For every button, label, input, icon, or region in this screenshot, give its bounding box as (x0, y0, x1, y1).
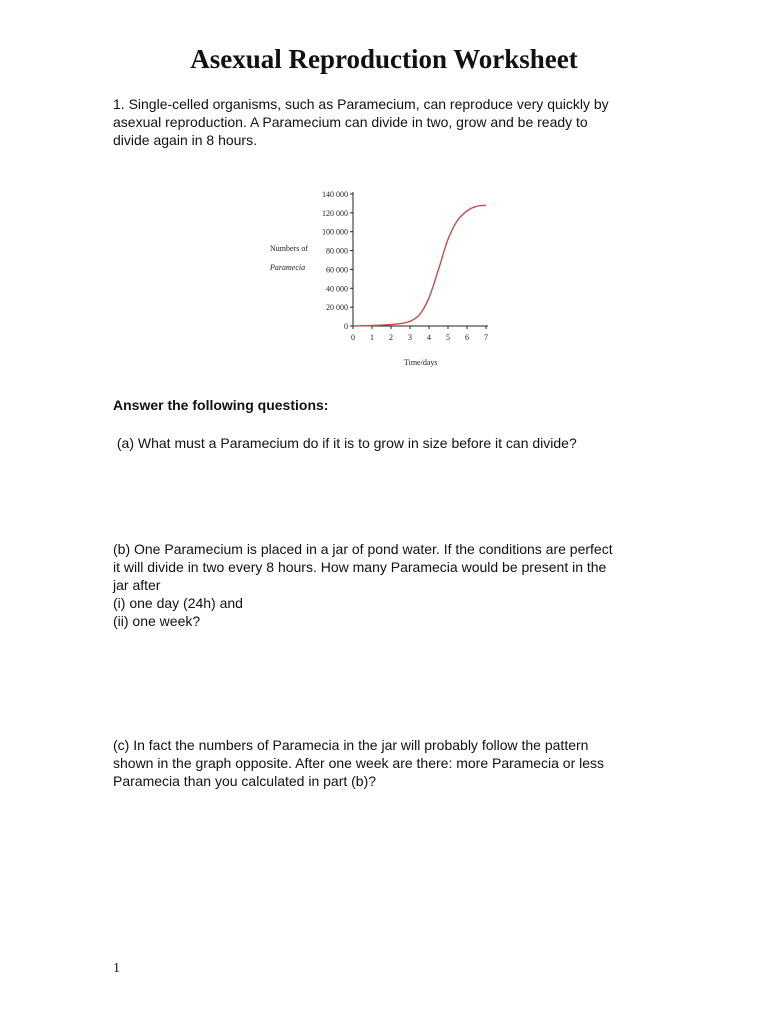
chart-x-tick-label: 3 (408, 333, 412, 342)
chart-y-tick-label: 80 000 (326, 246, 348, 256)
chart-y-tick-label: 20 000 (326, 303, 348, 313)
question-a (113, 434, 658, 452)
chart-x-tick-label: 7 (484, 333, 488, 342)
chart-x-tick-label: 5 (446, 333, 450, 342)
intro-line: divide again in 8 hours. (113, 132, 257, 148)
question-a-line: (a) What must a Paramecium do if it is to grow in size before it can divide? (113, 435, 577, 451)
chart-x-label: Time/days (404, 358, 438, 367)
population-chart-svg (262, 184, 502, 374)
chart-y-tick-label: 0 (344, 322, 348, 331)
chart-y-tick-label: 140 000 (322, 190, 348, 199)
page-title: Asexual Reproduction Worksheet (190, 44, 578, 74)
chart-series-line (353, 205, 486, 326)
chart-x-tick-label: 6 (465, 333, 469, 342)
question-c-line: Paramecia than you calculated in part (b)? (113, 773, 377, 789)
question-c (113, 736, 658, 790)
chart-x-ticks (351, 326, 488, 342)
chart-y-tick-label: 60 000 (326, 265, 348, 275)
chart-x-tick-label: 0 (351, 333, 355, 342)
question-b-line: it will divide in two every 8 hours. How many Paramecia would be present in the (113, 559, 607, 575)
question-c-line: shown in the graph opposite. After one week are there: more Paramecia or less (113, 755, 605, 771)
question-b (113, 540, 658, 630)
chart-y-label-line: Numbers of (270, 244, 308, 253)
intro-line: 1. Single-celled organisms, such as Paramecium, can reproduce very quickly by (113, 96, 609, 112)
intro-paragraph (113, 95, 658, 149)
chart-axes (353, 192, 488, 326)
question-b-line: jar after (113, 577, 161, 593)
intro-line: asexual reproduction. A Paramecium can divide in two, grow and be ready to (113, 114, 588, 130)
question-b-line: (i) one day (24h) and (113, 595, 243, 611)
chart-y-tick-label: 120 000 (322, 208, 348, 218)
question-b-line: (b) One Paramecium is placed in a jar of pond water. If the conditions are perfect (113, 541, 613, 557)
chart-x-tick-label: 2 (389, 333, 393, 342)
chart-y-tick-label: 40 000 (326, 284, 348, 294)
question-b-line: (ii) one week? (113, 613, 201, 629)
answer-heading: Answer the following questions: (113, 397, 329, 413)
page-number: 1 (113, 961, 120, 976)
chart-y-tick-label: 100 000 (322, 227, 348, 237)
population-chart (262, 184, 502, 374)
chart-y-ticks (322, 190, 353, 331)
chart-series (353, 205, 486, 326)
chart-x-tick-label: 4 (427, 333, 431, 342)
question-c-line: (c) In fact the numbers of Paramecia in the jar will probably follow the pattern (113, 737, 589, 753)
chart-y-label-line: Paramecia (270, 263, 306, 272)
chart-x-tick-label: 1 (370, 333, 374, 342)
